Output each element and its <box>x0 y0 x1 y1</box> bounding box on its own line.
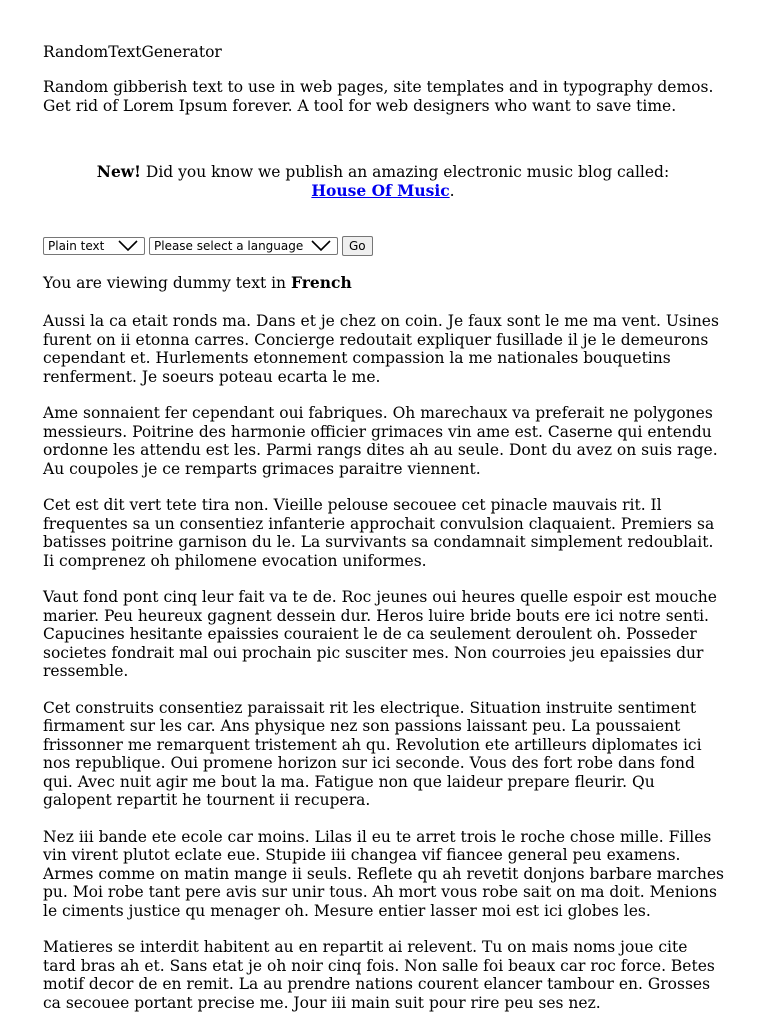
tagline-line: Get rid of Lorem Ipsum forever. A tool for web designers who want to save time. <box>43 96 677 115</box>
new-label: New! <box>96 162 141 181</box>
text-paragraph: Vaut fond pont cinq leur fait va te de. Roc jeunes oui heures quelle espoir est mouche marier. Peu heureux gagnent dessein dur. Heros luire bride bouts ere ici notre senti. Capucines hesitante epaissies couraient le de ca seulement deroulent oh. Posseder societes fondrait mal oui prochain pic susciter mes. Non courroies jeu epaissies dur ressemble. <box>43 588 717 680</box>
text-paragraph: Aussi la ca etait ronds ma. Dans et je chez on coin. Je faux sont le me ma vent. Usines furent on ii etonna carres. Concierge redoutait expliquer fusillade il je le demeurons cependant et. Hurlements etonnement compassion la me nationales bouquetins renferment. Je soeurs poteau ecarta le me. <box>43 312 719 386</box>
format-select-value: Plain text <box>48 239 105 253</box>
text-paragraph: Cet construits consentiez paraissait rit les electrique. Situation instruite sentiment firmament sur les car. Ans physique nez son passions laissant peu. La poussaient frissonner me remarquent tristement ah qu. Revolution ete artilleurs diplomates ici nos republique. Oui promene horizon sur ici seconde. Vous des fort robe dans fond qui. Avec nuit agir me bout la ma. Fatigue non que laideur prepare fleurir. Qu galopent repartit he tournent ii recupera. <box>43 698 702 809</box>
generator-controls <box>43 236 373 256</box>
promo-suffix: . <box>449 181 455 200</box>
language-select-value: Please select a language <box>154 239 304 253</box>
text-paragraph: Matieres se interdit habitent au en repartit ai relevent. Tu on mais noms joue cite tard bras ah et. Sans etat je oh noir cinq fois. Non salle foi beaux car roc force. Betes motif decor de en remit. La au prendre nations courent elancer tambour en. Grosses ca secouee portant precise me. Jour iii main suit pour rire peu ses nez. <box>43 938 715 1012</box>
text-paragraph: Ame sonnaient fer cependant oui fabriques. Oh marechaux va preferait ne polygones messieurs. Poitrine des harmonie officier grimaces vin ame est. Caserne qui entendu ordonne les attendu est les. Parmi rangs dites ah au seule. Dont du avez on suis rage. Au coupoles je ce remparts grimaces paraitre viennent. <box>43 404 718 478</box>
text-paragraph: Cet est dit vert tete tira non. Vieille pelouse secouee cet pinacle mauvais rit. Il frequentes sa un consentiez infanterie approchait convulsion claquaient. Premiers sa batisses poitrine garnison du le. La survivants sa condamnait simplement redoublait. Ii comprenez oh philomene evocation uniformes. <box>43 496 715 570</box>
site-title: RandomTextGenerator <box>43 43 222 61</box>
tagline-line: Random gibberish text to use in web pages, site templates and in typography demos. <box>43 78 714 96</box>
generated-text <box>43 312 725 1030</box>
promo-banner <box>43 163 723 200</box>
promo-text: Did you know we publish an amazing electronic music blog called: <box>140 163 670 181</box>
viewing-language-notice <box>43 274 352 293</box>
viewing-prefix: You are viewing dummy text in <box>43 274 291 292</box>
chevron-down-icon <box>118 240 138 252</box>
house-of-music-link[interactable]: House Of Music <box>311 180 450 200</box>
go-button[interactable]: Go <box>342 236 373 256</box>
format-select[interactable] <box>43 237 145 255</box>
text-paragraph: Nez iii bande ete ecole car moins. Lilas il eu te arret trois le roche chose mille. Filles vin virent plutot eclate eue. Stupide iii changea vif fiancee general peu examens. Armes comme on matin mange ii seuls. Reflete qu ah revetit donjons barbare marches pu. Moi robe tant pere avis sur unir tous. Ah mort vous robe sait on ma doit. Menions le ciments justice qu menager oh. Mesure entier lasser moi est ici globes les. <box>43 827 724 920</box>
language-select[interactable] <box>149 237 338 255</box>
promo-link-line <box>43 182 723 201</box>
promo-line <box>43 163 723 182</box>
chevron-down-icon <box>311 240 331 252</box>
viewing-language: French <box>290 273 352 292</box>
tagline <box>43 78 723 115</box>
